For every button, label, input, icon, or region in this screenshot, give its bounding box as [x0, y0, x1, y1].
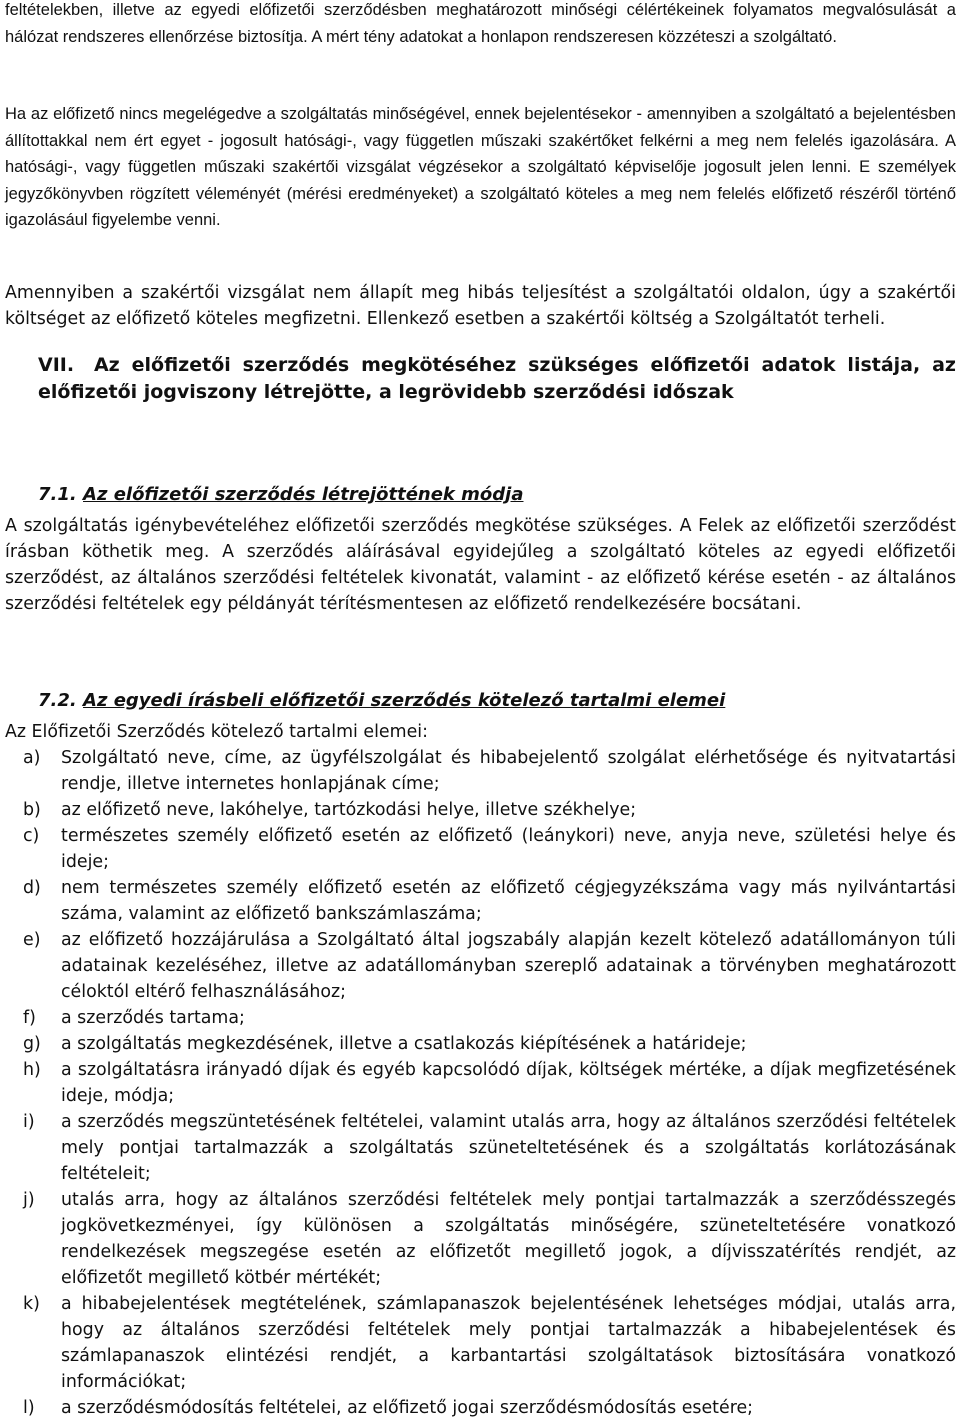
- list-item: [5, 1395, 956, 1421]
- list-item-marker: b): [23, 800, 41, 820]
- subsection-7-2-number: 7.2.: [38, 690, 77, 711]
- subsection-7-1-number: 7.1.: [38, 484, 77, 505]
- list-item-marker: h): [23, 1060, 41, 1080]
- list-item-text: természetes személy előfizető esetén az előfizető (leánykori) neve, anyja neve, születési helye és ideje;: [61, 826, 956, 872]
- list-item-marker: f): [23, 1008, 36, 1028]
- list-item: [5, 1187, 956, 1291]
- subsection-7-1-heading: [38, 482, 524, 508]
- list-item: [5, 745, 956, 797]
- list-item-marker: g): [23, 1034, 41, 1054]
- subsection-7-1-body: A szolgáltatás igénybevételéhez előfizetői szerződés megkötése szükséges. A Felek az előfizetői szerződést írásban köthetik meg. A szerződés aláírásával egyidejűleg a szolgáltató köteles az egyedi előfizetői szerződést, az általános szerződési feltételek kivonatát, valamint - az előfizető kérése esetén - az általános szerződési feltételek egy példányát térítésmentesen az előfizető rendelkezésére bocsátani.: [5, 516, 956, 614]
- list-item-text: az előfizető neve, lakóhelye, tartózkodási helye, illetve székhelye;: [61, 800, 637, 820]
- list-item-text: utalás arra, hogy az általános szerződési feltételek mely pontjai tartalmazzák a szerződésszegés jogkövetkezményei, így különösen a szolgáltatás minőségére, szüneteltetésére vonatkozó rendelkezések megszegése esetén az előfizetőt megillető jogok, a díjvisszatérítés rendjét, az előfizetőt megillető kötbér mértékét;: [61, 1190, 956, 1288]
- list-item: [5, 875, 956, 927]
- subsection-7-2-title: Az egyedi írásbeli előfizetői szerződés kötelező tartalmi elemei: [83, 690, 726, 711]
- expert-cost-paragraph: Amennyiben a szakértői vizsgálat nem állapít meg hibás teljesítést a szolgáltatói oldalon, úgy a szakértői költséget az előfizető köteles megfizetni. Ellenkező esetben a szakértői költség a Szolgáltatót terheli.: [5, 283, 956, 329]
- list-item-marker: k): [23, 1294, 40, 1314]
- intro-tail-paragraph: feltételekben, illetve az egyedi előfizetői szerződésben meghatározott minőségi célértékeinek folyamatos megvalósulását a hálózat rendszeres ellenőrzése biztosítja. A mért tény adatokat a honlapon rendszeresen közzéteszi a szolgáltató.: [5, 1, 956, 46]
- list-item-marker: a): [23, 748, 41, 768]
- subsection-7-2-heading: [38, 688, 725, 714]
- list-item-text: a szerződés megszüntetésének feltételei, valamint utalás arra, hogy az általános szerződési feltételek mely pontjai tartalmazzák a szolgáltatás szüneteltetésének és a szolgáltatás korlátozásának feltételeit;: [61, 1112, 956, 1184]
- mandatory-elements-list: [5, 745, 956, 1421]
- list-item-text: nem természetes személy előfizető esetén az előfizető cégjegyzékszáma vagy más nyilvántartási száma, valamint az előfizető bankszámlaszáma;: [61, 878, 956, 924]
- list-item: [5, 1291, 956, 1395]
- list-item: [5, 797, 956, 823]
- list-item-marker: d): [23, 878, 41, 898]
- list-item-marker: i): [23, 1112, 35, 1132]
- list-item: [5, 1057, 956, 1109]
- subsection-7-2-intro: Az Előfizetői Szerződés kötelező tartalmi elemei:: [5, 722, 428, 742]
- list-item-marker: c): [23, 826, 40, 846]
- list-item: [5, 927, 956, 1005]
- list-item: [5, 1005, 956, 1031]
- section-heading: [38, 352, 956, 405]
- subsection-7-2-content: [5, 719, 956, 1421]
- section-title: Az előfizetői szerződés megkötéséhez szükséges előfizetői adatok listája, az előfizetői jogviszony létrejötte, a legrövidebb szerződési időszak: [38, 354, 956, 403]
- list-item-text: a hibabejelentések megtételének, számlapanaszok bejelentésének lehetséges módjai, utalás arra, hogy az általános szerződési feltételek mely pontjai tartalmazzák a hibabejelentések és számlapanaszok elintézési rendjét, a karbantartási szolgáltatások biztosítására vonatkozó információkat;: [61, 1294, 956, 1392]
- complaint-paragraph: Ha az előfizető nincs megelégedve a szolgáltatás minőségével, ennek bejelentésekor - amennyiben a szolgáltató a bejelentésben állítottakkal nem ért egyet - jogosult hatósági-, vagy független műszaki szakértőket felkérni a meg nem felelés igazolására. A hatósági-, vagy független műszaki szakértői vizsgálat végzésekor a szolgáltató képviselője jogosult jelen lenni. E személyek jegyzőkönyvben rögzített véleményét (mérési eredményeket) a szolgáltató köteles a meg nem felelés előfizető részéről történő igazolásául figyelembe venni.: [5, 105, 956, 229]
- list-item-marker: j): [23, 1190, 35, 1210]
- list-item-text: a szolgáltatás megkezdésének, illetve a csatlakozás kiépítésének a határideje;: [61, 1034, 747, 1054]
- list-item-text: az előfizető hozzájárulása a Szolgáltató által jogszabály alapján kezelt kötelező adatállományon túli adatainak kezeléséhez, illetve az adatállományban szereplő adatainak a törvényben meghatározott céloktól eltérő felhasználásához;: [61, 930, 956, 1002]
- list-item-marker: l): [23, 1398, 35, 1418]
- list-item: [5, 1031, 956, 1057]
- list-item: [5, 823, 956, 875]
- list-item-marker: e): [23, 930, 41, 950]
- section-number: VII.: [38, 354, 75, 376]
- list-item: [5, 1109, 956, 1187]
- list-item-text: Szolgáltató neve, címe, az ügyfélszolgálat és hibabejelentő szolgálat elérhetősége és nyitvatartási rendje, illetve internetes honlapjának címe;: [61, 748, 956, 794]
- list-item-text: a szerződés tartama;: [61, 1008, 245, 1028]
- subsection-7-1-title: Az előfizetői szerződés létrejöttének módja: [83, 484, 524, 505]
- list-item-text: a szerződésmódosítás feltételei, az előfizető jogai szerződésmódosítás esetére;: [61, 1398, 754, 1418]
- list-item-text: a szolgáltatásra irányadó díjak és egyéb kapcsolódó díjak, költségek mértéke, a díjak megfizetésének ideje, módja;: [61, 1060, 956, 1106]
